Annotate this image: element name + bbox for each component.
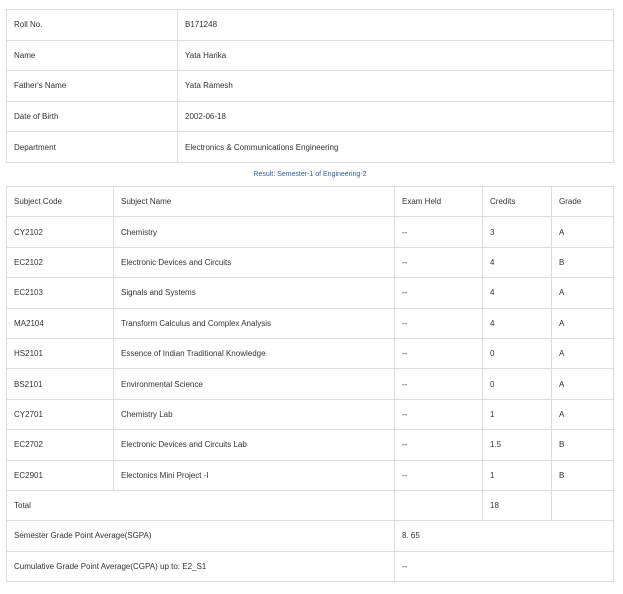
grade: B [552, 460, 614, 490]
subject-code: HS2101 [7, 338, 114, 368]
credits: 4 [483, 308, 552, 338]
info-row [7, 132, 614, 163]
table-row [7, 369, 614, 399]
subject-code: EC2702 [7, 430, 114, 460]
info-label: Department [7, 132, 178, 163]
header-credits: Credits [483, 187, 552, 217]
grade: B [552, 247, 614, 277]
credits: 0 [483, 338, 552, 368]
grade: B [552, 430, 614, 460]
exam-held: -- [395, 399, 483, 429]
results-table [6, 186, 614, 582]
exam-held: -- [395, 217, 483, 247]
credits: 4 [483, 247, 552, 277]
subject-code: EC2103 [7, 278, 114, 308]
subject-name: Electronic Devices and Circuits Lab [114, 430, 395, 460]
subject-code: MA2104 [7, 308, 114, 338]
exam-held: -- [395, 369, 483, 399]
exam-held: -- [395, 278, 483, 308]
info-label: Name [7, 40, 178, 71]
subject-name: Transform Calculus and Complex Analysis [114, 308, 395, 338]
table-row [7, 338, 614, 368]
subject-code: CY2701 [7, 399, 114, 429]
subject-name: Signals and Systems [114, 278, 395, 308]
subject-name: Chemistry [114, 217, 395, 247]
subject-name: Electonics Mini Project -I [114, 460, 395, 490]
result-caption: Result: Semester-1 of Engineering-2 [253, 171, 367, 178]
credits: 1 [483, 399, 552, 429]
info-row [7, 71, 614, 102]
info-label: Father's Name [7, 71, 178, 102]
header-grade: Grade [552, 187, 614, 217]
grade: A [552, 278, 614, 308]
info-value: Yata Ramesh [178, 71, 614, 102]
credits: 1.5 [483, 430, 552, 460]
sgpa-value: 8. 65 [395, 521, 614, 551]
total-exam-held-empty [395, 490, 483, 520]
table-row [7, 460, 614, 490]
credits: 1 [483, 460, 552, 490]
info-label: Date of Birth [7, 101, 178, 132]
info-value: 2002-06-18 [178, 101, 614, 132]
subject-name: Electronic Devices and Circuits [114, 247, 395, 277]
subject-name: Chemistry Lab [114, 399, 395, 429]
cgpa-row [7, 551, 614, 581]
subject-code: BS2101 [7, 369, 114, 399]
credits: 0 [483, 369, 552, 399]
total-row [7, 490, 614, 520]
table-row [7, 430, 614, 460]
table-row [7, 308, 614, 338]
total-label: Total [7, 490, 395, 520]
table-row [7, 217, 614, 247]
info-label: Roll No. [7, 10, 178, 41]
exam-held: -- [395, 430, 483, 460]
results-header-row [7, 187, 614, 217]
exam-held: -- [395, 460, 483, 490]
grade: A [552, 308, 614, 338]
grade: A [552, 338, 614, 368]
exam-held: -- [395, 308, 483, 338]
table-row [7, 399, 614, 429]
table-row [7, 247, 614, 277]
header-subject-name: Subject Name [114, 187, 395, 217]
grade: A [552, 217, 614, 247]
info-row [7, 40, 614, 71]
info-row [7, 10, 614, 41]
sgpa-label: Semester Grade Point Average(SGPA) [7, 521, 395, 551]
student-info-table [6, 9, 614, 163]
header-exam-held: Exam Held [395, 187, 483, 217]
grade: A [552, 369, 614, 399]
subject-name: Environmental Science [114, 369, 395, 399]
total-grade-empty [552, 490, 614, 520]
cgpa-value: -- [395, 551, 614, 581]
subject-code: EC2102 [7, 247, 114, 277]
info-value: Yata Harika [178, 40, 614, 71]
subject-name: Essence of Indian Traditional Knowledge [114, 338, 395, 368]
info-value: B171248 [178, 10, 614, 41]
cgpa-label: Cumulative Grade Point Average(CGPA) up to: E2_S1 [7, 551, 395, 581]
header-subject-code: Subject Code [7, 187, 114, 217]
subject-code: CY2102 [7, 217, 114, 247]
exam-held: -- [395, 338, 483, 368]
subject-code: EC2901 [7, 460, 114, 490]
credits: 4 [483, 278, 552, 308]
table-row [7, 278, 614, 308]
total-credits: 18 [483, 490, 552, 520]
info-value: Electronics & Communications Engineering [178, 132, 614, 163]
credits: 3 [483, 217, 552, 247]
grade: A [552, 399, 614, 429]
exam-held: -- [395, 247, 483, 277]
sgpa-row [7, 521, 614, 551]
info-row [7, 101, 614, 132]
